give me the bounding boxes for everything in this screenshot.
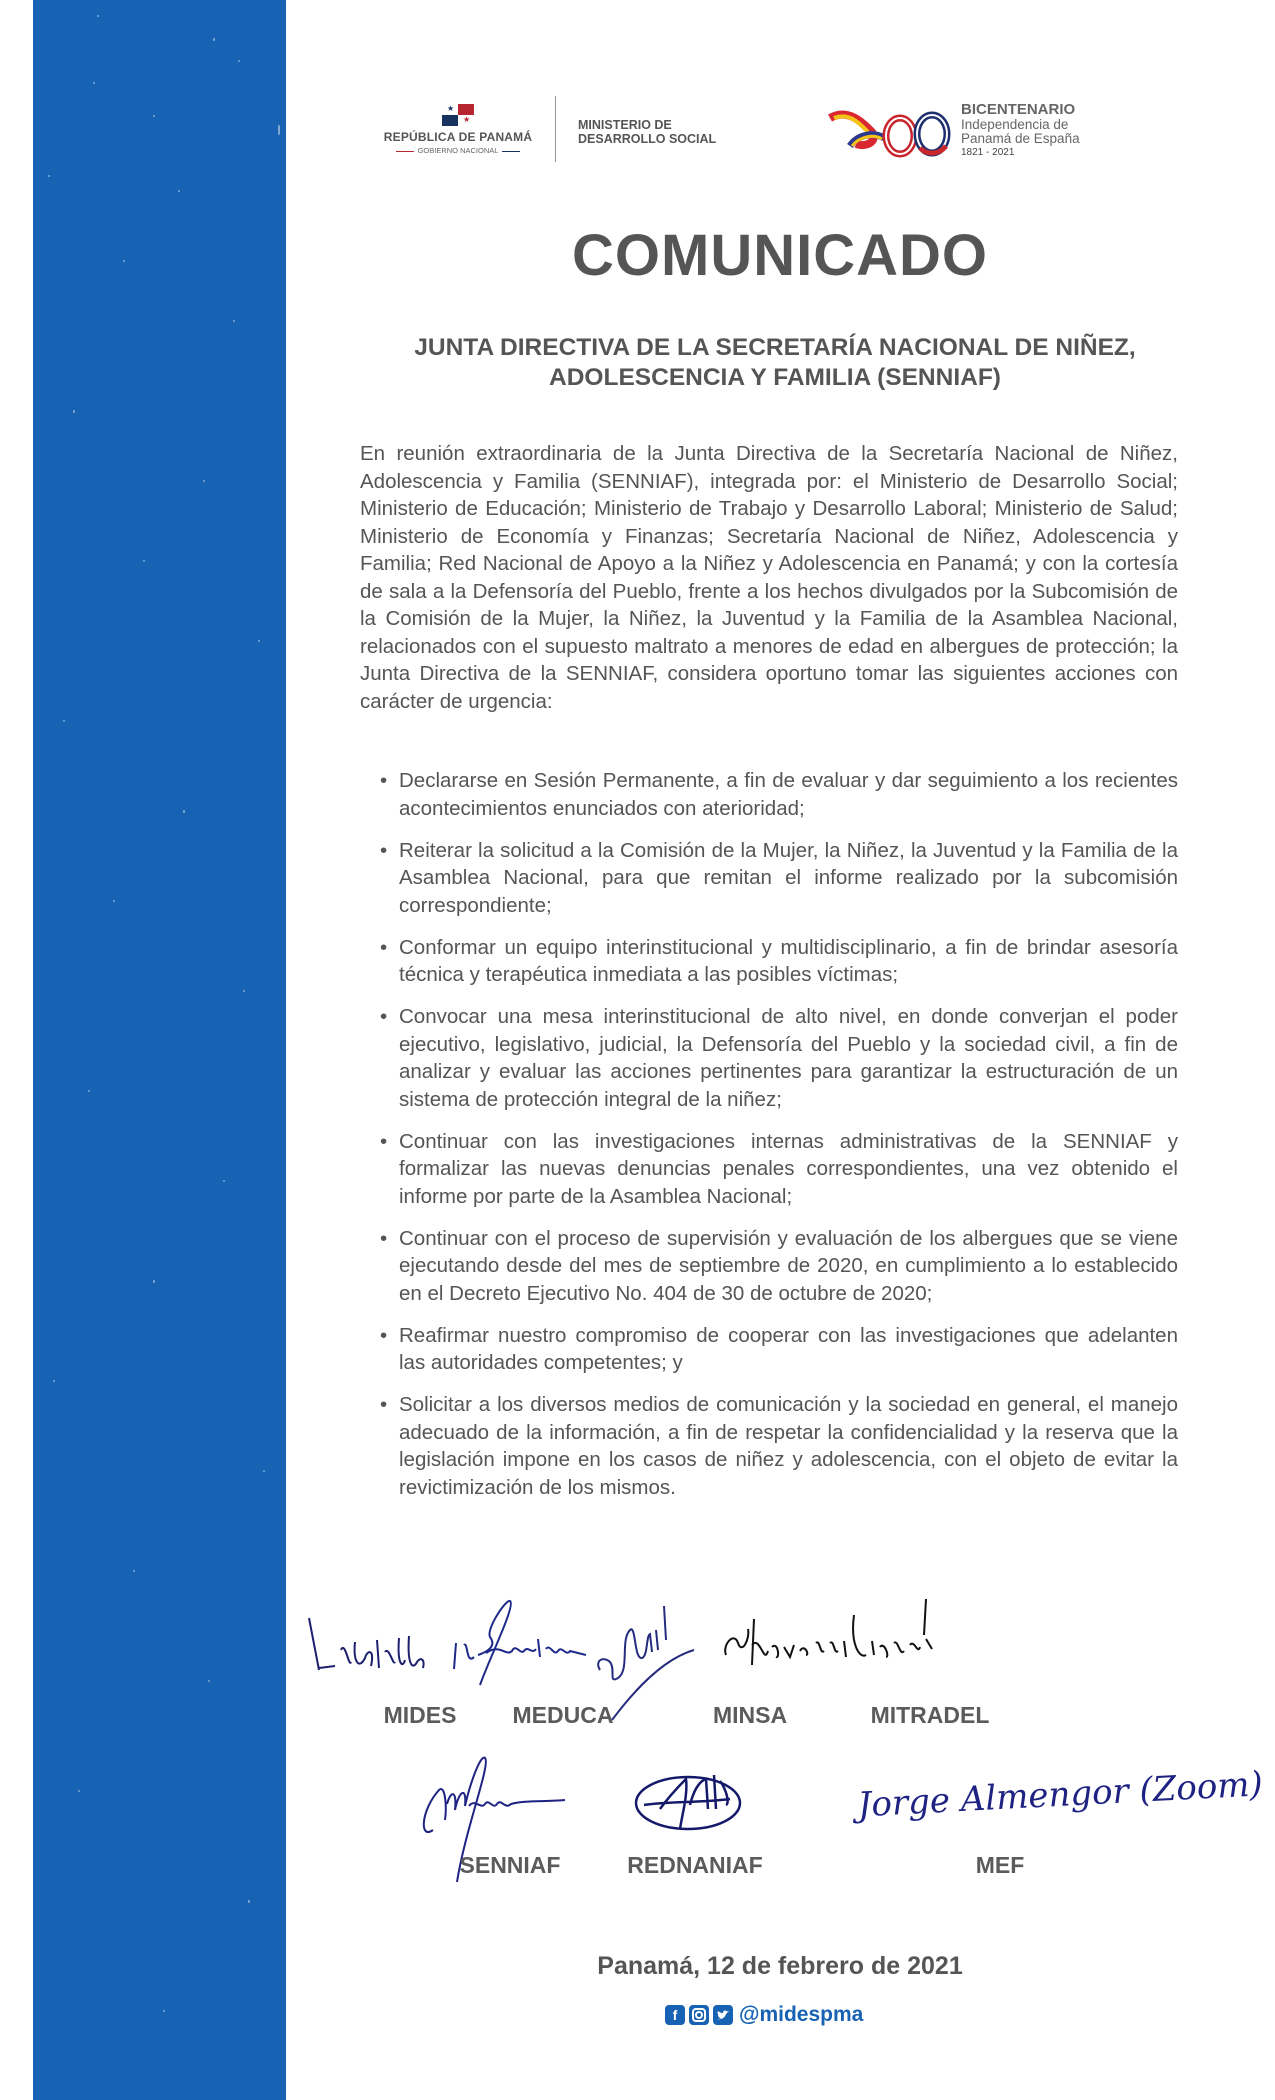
signatory-label: REDNANIAF	[627, 1852, 763, 1878]
social-handle[interactable]: @midespma	[739, 2003, 864, 2026]
signatory-label: SENNIAF	[459, 1852, 561, 1878]
actions-list	[378, 767, 1178, 1516]
action-item: • Solicitar a los diversos medios de comunicación y la sociedad en general, el manejo adecuado de la información, a fin de respetar la confidencialidad y la reserva que la legislación impone en los casos de niñez y adolescencia, con el objeto de evitar la revictimización de los mismos.	[380, 1393, 1178, 1499]
facebook-icon[interactable]: f	[665, 2005, 685, 2025]
action-item: • Declararse en Sesión Permanente, a fin de evaluar y dar seguimiento a los recientes acontecimientos enunciados con aterioridad;	[380, 769, 1178, 820]
signature-mitradel	[720, 1595, 940, 1685]
signatory-label: MITRADEL	[870, 1702, 990, 1728]
signature-mef-text: Jorge Almengor (Zoom)	[856, 1764, 1264, 1826]
government-label: GOBIERNO NACIONAL	[380, 146, 536, 155]
instagram-icon[interactable]	[689, 2005, 709, 2025]
bicentenario-line2: Panamá de España	[961, 131, 1080, 146]
social-media-footer	[665, 2003, 863, 2027]
header-divider	[555, 96, 556, 162]
action-item: • Convocar una mesa interinstitucional de alto nivel, en donde converjan el poder ejecutivo, legislativo, judicial, la Defensoría del Pueblo y la sociedad civil, a fin de analizar y evaluar las acciones pertinentes para garantizar la estructuración de un sistema de protección integral de la niñez;	[380, 1005, 1178, 1111]
signatures-section	[300, 1590, 1264, 1890]
document-title: COMUNICADO	[572, 223, 988, 288]
document-header	[380, 92, 1140, 172]
intro-paragraph: En reunión extraordinaria de la Junta Directiva de la Secretaría Nacional de Niñez, Adolescencia y Familia (SENNIAF), integrada por: el Ministerio de Desarrollo Social; Ministerio de Educación; Ministerio de Trabajo y Desarrollo Laboral; Ministerio de Salud; Ministerio de Economía y Finanzas; Secretaría Nacional de Niñez, Adolescencia y Familia; Red Nacional de Apoyo a la Niñez y Adolescencia en Panamá; y con la cortesía de sala a la Defensoría del Pueblo, frente a los hechos divulgados por la Subcomisión de la Comisión de la Mujer, la Niñez, la Juventud y la Familia de la Asamblea Nacional, relacionados con el supuesto maltrato a menores de edad en albergues de protección; la Junta Directiva de la SENNIAF, considera oportuno tomar las siguientes acciones con carácter de urgencia:	[360, 442, 1178, 713]
action-item: • Reafirmar nuestro compromiso de cooperar con las investigaciones que adelanten las autoridades competentes; y	[380, 1323, 1178, 1374]
signatory-label: MIDES	[383, 1702, 457, 1728]
bicentenario-title: BICENTENARIO	[961, 101, 1076, 118]
panama-flag-icon: ★ ★	[442, 104, 474, 126]
bicentenario-line1: Independencia de	[961, 117, 1069, 132]
document-subtitle: JUNTA DIRECTIVA DE LA SECRETARÍA NACIONAL DE NIÑEZ, ADOLESCENCIA Y FAMILIA (SENNIAF)	[414, 334, 1136, 391]
twitter-icon[interactable]	[713, 2005, 733, 2025]
signatory-label: MEF	[975, 1852, 1025, 1878]
signature-meduca	[450, 1595, 600, 1690]
signature-rednaniaf	[630, 1765, 750, 1835]
republic-name: REPÚBLICA DE PANAMÁ	[383, 130, 533, 144]
document-date: Panamá, 12 de febrero de 2021	[597, 1952, 963, 1980]
action-item: • Reiterar la solicitud a la Comisión de la Mujer, la Niñez, la Juventud y la Familia de la Asamblea Nacional, para que remitan el informe realizado por la subcomisión correspondiente;	[380, 838, 1178, 917]
signatory-label: MEDUCA	[512, 1702, 614, 1728]
bicentenario-ribbon-icon	[828, 104, 958, 164]
republica-de-panama-logo	[380, 104, 536, 155]
bicentenario-logo	[828, 96, 1138, 166]
action-item: • Continuar con las investigaciones internas administrativas de la SENNIAF y formalizar las nuevas denuncias penales correspondientes, una vez obtenido el informe por parte de la Asamblea Nacional;	[380, 1129, 1178, 1208]
ministry-name: MINISTERIO DE DESARROLLO SOCIAL	[578, 118, 717, 146]
signatory-label: MINSA	[712, 1702, 788, 1728]
signature-mef	[850, 1764, 1264, 1845]
action-item: • Conformar un equipo interinstitucional y multidisciplinario, a fin de brindar asesoría técnica y terapéutica inmediata a las posibles víctimas;	[380, 935, 1178, 986]
decorative-blue-stripe	[33, 0, 286, 2100]
bicentenario-years: 1821 - 2021	[961, 147, 1015, 158]
action-item: • Continuar con el proceso de supervisión y evaluación de los albergues que se viene ejecutando desde del mes de septiembre de 2020, en cumplimiento a lo establecido en el Decreto Ejecutivo No. 404 de 30 de octubre de 2020;	[380, 1226, 1178, 1305]
signature-mides	[305, 1610, 435, 1680]
